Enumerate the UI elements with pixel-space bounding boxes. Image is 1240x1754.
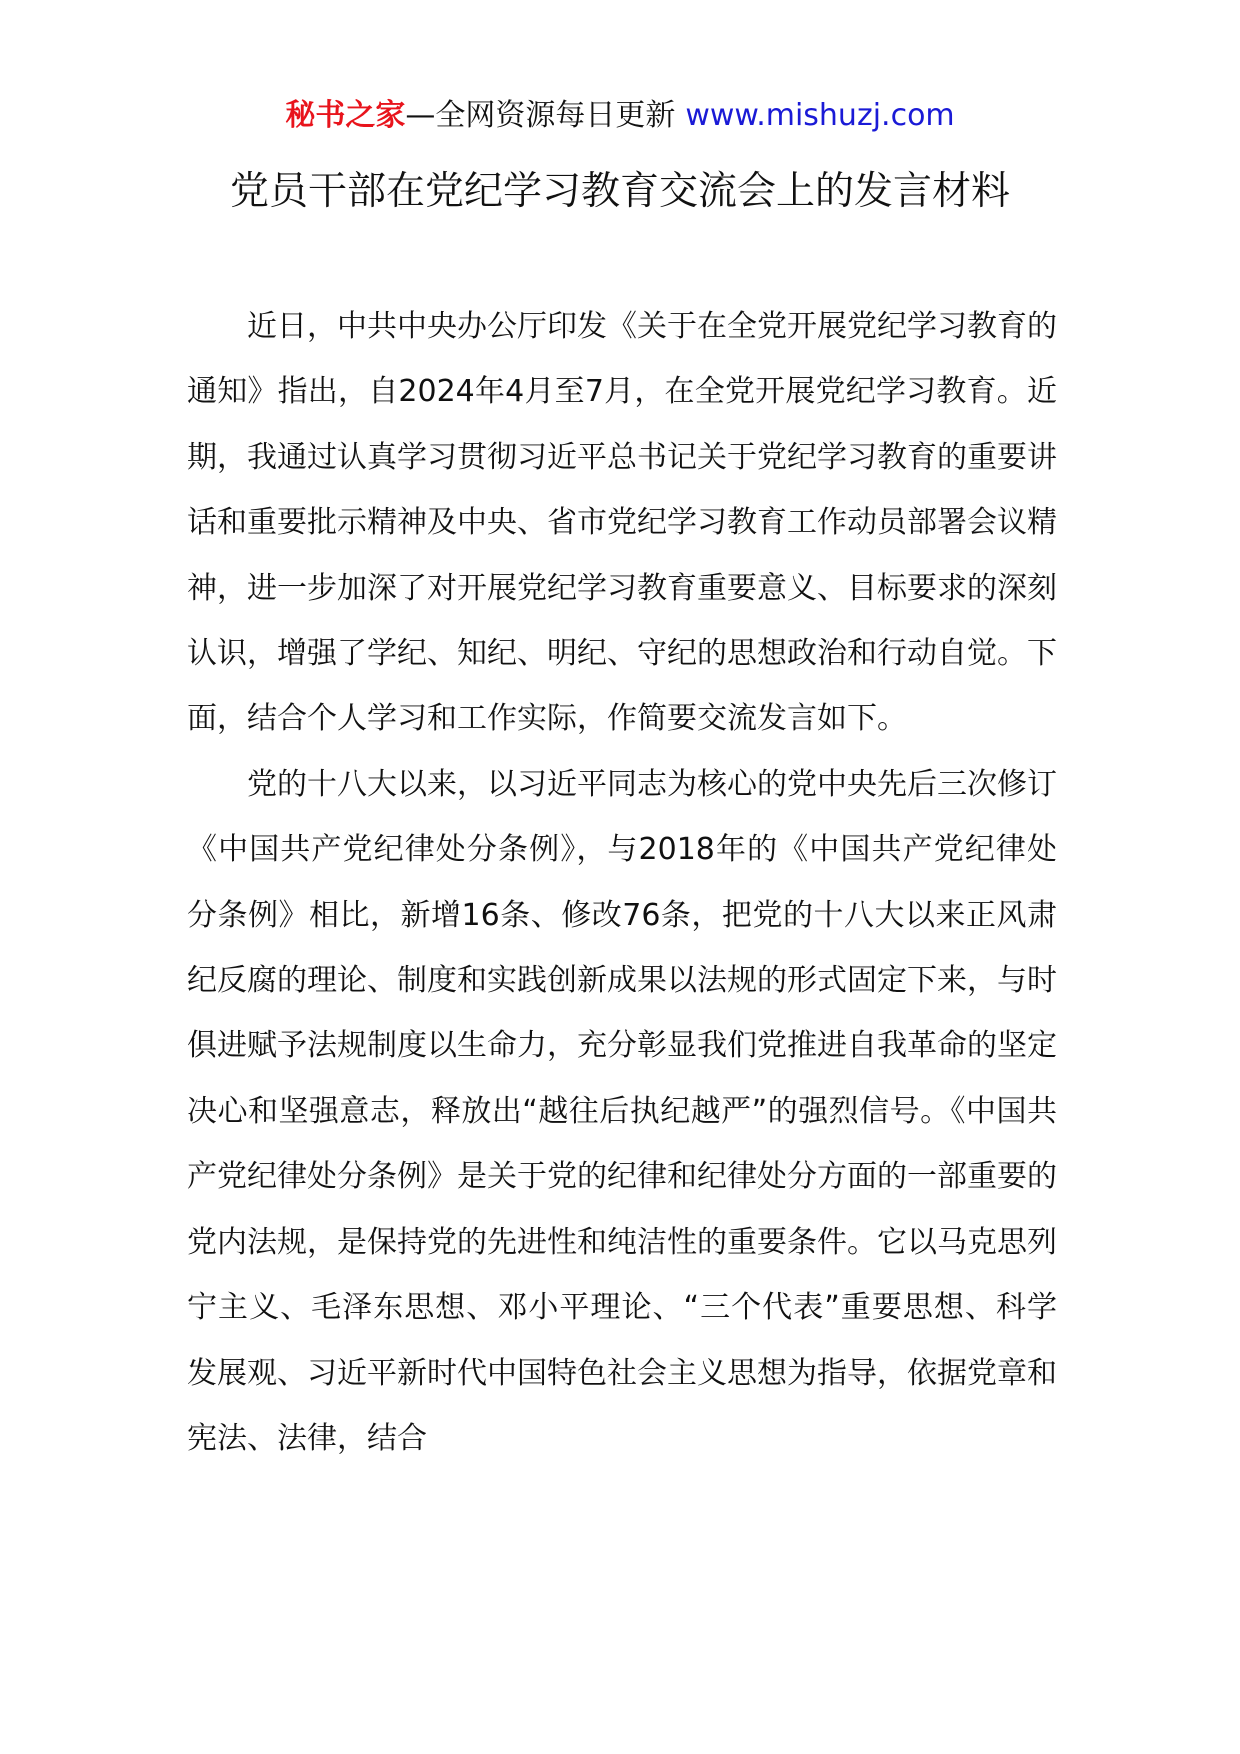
site-url-link[interactable]: www.mishuzj.com (685, 98, 955, 133)
brand-name: 秘书之家 (285, 98, 406, 133)
document-body (187, 294, 1057, 1471)
document-title: 党员干部在党纪学习教育交流会上的发言材料 (229, 169, 1010, 214)
paragraph-1: 近日，中共中央办公厅印发《关于在全党开展党纪学习教育的通知》指出，自2024年4月至7月，在全党开展党纪学习教育。近期，我通过认真学习贯彻习近平总书记关于党纪学习教育的重要讲话和重要批示精神及中央、省市党纪学习教育工作动员部署会议精神，进一步加深了对开展党纪学习教育重要意义、目标要求的深刻认识，增强了学纪、知纪、明纪、守纪的思想政治和行动自觉。下面，结合个人学习和工作实际，作简要交流发言如下。 (187, 309, 1057, 737)
site-header (0, 96, 1240, 136)
paragraph-2: 党的十八大以来，以习近平同志为核心的党中央先后三次修订《中国共产党纪律处分条例》，与2018年的《中国共产党纪律处分条例》相比，新增16条、修改76条，把党的十八大以来正风肃纪反腐的理论、制度和实践创新成果以法规的形式固定下来，与时俱进赋予法规制度以生命力，充分彰显我们党推进自我革命的坚定决心和坚强意志，释放出“越往后执纪越严”的强烈信号。《中国共产党纪律处分条例》是关于党的纪律和纪律处分方面的一部重要的党内法规，是保持党的先进性和纯洁性的重要条件。它以马克思列宁主义、毛泽东思想、邓小平理论、“三个代表”重要思想、科学发展观、习近平新时代中国特色社会主义思想为指导，依据党章和宪法、法律，结合 (187, 766, 1057, 1456)
header-slogan: —全网资源每日更新 (405, 98, 676, 133)
